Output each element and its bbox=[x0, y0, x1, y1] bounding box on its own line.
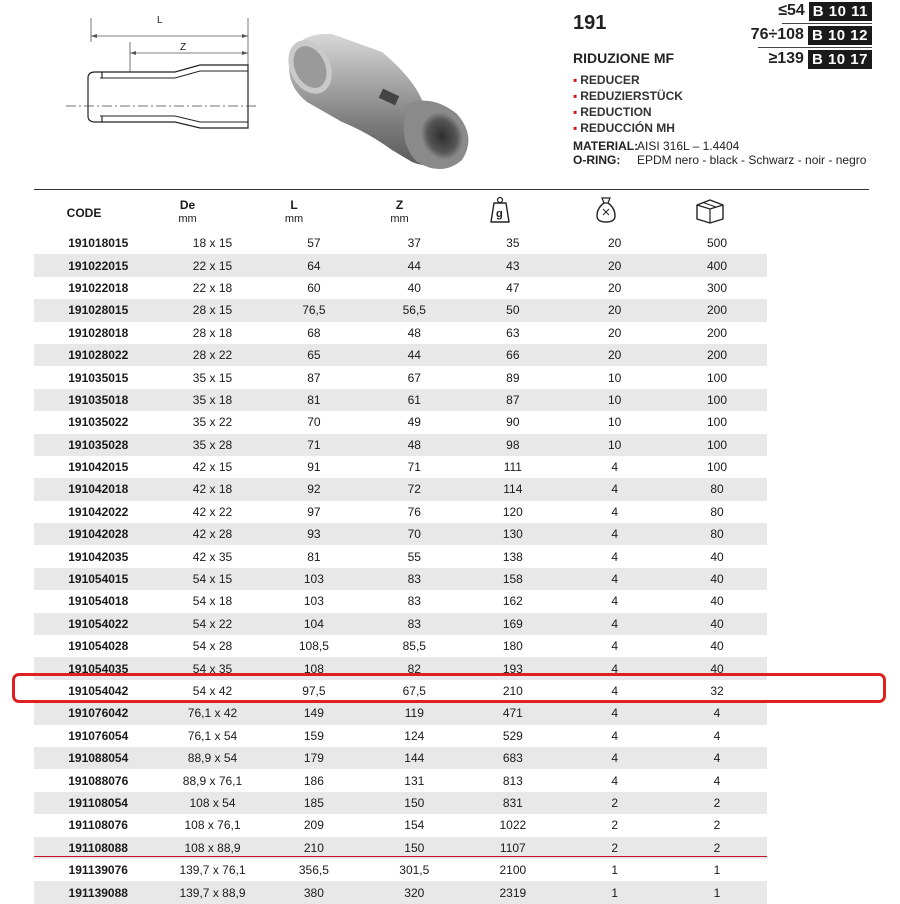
table-cell: 149 bbox=[303, 706, 324, 721]
translation-item: ▪ REDUZIERSTÜCK bbox=[573, 89, 683, 103]
table-cell: 209 bbox=[303, 818, 324, 833]
table-cell: 2 bbox=[611, 795, 619, 810]
table-cell: 47 bbox=[506, 280, 520, 295]
badge-divider bbox=[782, 23, 872, 24]
table-cell: 44 bbox=[407, 258, 421, 273]
table-cell: 103 bbox=[303, 594, 324, 609]
table-cell: 813 bbox=[502, 773, 523, 788]
table-cell: 64 bbox=[307, 258, 321, 273]
table-cell: 1 bbox=[611, 863, 619, 878]
table-row bbox=[34, 411, 767, 433]
table-cell: 162 bbox=[502, 594, 523, 609]
table-cell: 28 x 15 bbox=[192, 303, 233, 318]
table-cell: 131 bbox=[404, 773, 425, 788]
table-cell: 200 bbox=[707, 303, 728, 318]
table-cell: 42 x 22 bbox=[192, 504, 233, 519]
table-cell: 169 bbox=[502, 616, 523, 631]
table-cell: 20 bbox=[608, 348, 622, 363]
table-cell: 108 x 54 bbox=[189, 795, 236, 810]
material-spec bbox=[573, 139, 867, 154]
table-row bbox=[34, 277, 767, 299]
dimension-label-z: Z bbox=[180, 42, 187, 53]
table-cell: 191054035 bbox=[68, 661, 129, 676]
table-cell: 4 bbox=[611, 482, 619, 497]
table-cell: 4 bbox=[611, 527, 619, 542]
table-cell: 88,9 x 76,1 bbox=[182, 773, 243, 788]
table-cell: 93 bbox=[307, 527, 321, 542]
product-code: 191 bbox=[573, 12, 607, 34]
badge-row: ≥139 B 10 17 bbox=[722, 48, 872, 70]
table-cell: 67,5 bbox=[402, 684, 426, 698]
col-header-de: De mm bbox=[178, 198, 197, 225]
table-row bbox=[34, 501, 767, 523]
table-cell: 139,7 x 88,9 bbox=[179, 885, 246, 900]
product-photo bbox=[272, 22, 507, 174]
table-cell: 191054015 bbox=[68, 572, 129, 587]
table-cell: 191054022 bbox=[68, 616, 129, 631]
table-cell: 10 bbox=[608, 392, 622, 407]
col-header-l: L mm bbox=[284, 198, 304, 225]
table-row bbox=[34, 456, 767, 478]
table-cell: 2319 bbox=[499, 885, 527, 900]
table-cell: 1107 bbox=[499, 840, 526, 855]
bullet-icon: ▪ bbox=[573, 105, 578, 119]
table-cell: 4 bbox=[713, 773, 721, 788]
table-row bbox=[34, 232, 767, 254]
table-cell: 32 bbox=[710, 684, 724, 698]
table-row bbox=[34, 635, 767, 657]
table-cell: 10 bbox=[608, 370, 622, 385]
table-cell: 300 bbox=[707, 280, 728, 295]
table-cell: 191035028 bbox=[68, 437, 129, 452]
table-cell: 54 x 15 bbox=[192, 572, 233, 587]
table-cell: 320 bbox=[404, 885, 425, 900]
table-row bbox=[34, 568, 767, 590]
table-cell: 124 bbox=[404, 728, 425, 743]
table-cell: 356,5 bbox=[298, 863, 329, 878]
table-cell: 97,5 bbox=[302, 684, 326, 698]
table-row bbox=[34, 859, 767, 881]
table-cell: 81 bbox=[307, 392, 321, 407]
table-cell: 191042028 bbox=[68, 527, 129, 542]
table-cell: 400 bbox=[707, 258, 728, 273]
table-cell: 191028015 bbox=[68, 303, 129, 318]
table-cell: 500 bbox=[707, 236, 728, 251]
oring-spec bbox=[573, 153, 867, 168]
table-row bbox=[34, 725, 767, 747]
table-cell: 191108076 bbox=[68, 818, 128, 833]
table-cell: 71 bbox=[307, 437, 321, 452]
table-cell: 20 bbox=[608, 303, 622, 318]
table-cell: 70 bbox=[407, 527, 421, 542]
table-cell: 210 bbox=[303, 840, 324, 855]
table-cell: 22 x 15 bbox=[192, 258, 233, 273]
table-cell: 4 bbox=[611, 639, 619, 654]
table-cell: 831 bbox=[502, 795, 523, 810]
size-group-separator bbox=[34, 856, 767, 857]
table-cell: 150 bbox=[404, 840, 425, 855]
table-cell: 100 bbox=[707, 415, 728, 430]
table-cell: 114 bbox=[503, 482, 523, 497]
table-cell: 159 bbox=[303, 728, 324, 743]
table-cell: 154 bbox=[404, 818, 425, 833]
table-cell: 98 bbox=[506, 437, 520, 452]
table-cell: 139,7 x 76,1 bbox=[179, 863, 246, 878]
table-cell: 191054042 bbox=[68, 684, 129, 698]
table-cell: 40 bbox=[407, 280, 421, 295]
table-row bbox=[34, 344, 767, 366]
table-cell: 1 bbox=[713, 863, 721, 878]
table-cell: 191088076 bbox=[68, 773, 129, 788]
table-cell: 54 x 35 bbox=[192, 661, 233, 676]
table-cell: 191076054 bbox=[68, 728, 129, 743]
table-cell: 191042015 bbox=[68, 460, 129, 475]
table-row bbox=[34, 545, 767, 567]
table-cell: 138 bbox=[502, 549, 523, 564]
table-cell: 180 bbox=[502, 639, 523, 654]
table-cell: 57 bbox=[307, 236, 321, 251]
product-table bbox=[34, 232, 767, 904]
table-cell: 40 bbox=[710, 572, 724, 587]
table-cell: 191035015 bbox=[68, 370, 129, 385]
table-row bbox=[34, 434, 767, 456]
table-cell: 108 x 88,9 bbox=[184, 840, 241, 855]
table-cell: 108 bbox=[303, 661, 324, 676]
table-cell: 4 bbox=[713, 706, 721, 721]
translation-item: ▪ REDUCCIÓN MH bbox=[573, 121, 675, 135]
table-cell: 71 bbox=[407, 460, 421, 475]
table-cell: 83 bbox=[407, 572, 421, 587]
table-cell: 4 bbox=[611, 549, 619, 564]
table-row bbox=[34, 702, 767, 724]
table-cell: 111 bbox=[503, 460, 522, 475]
table-cell: 191042022 bbox=[68, 504, 129, 519]
technical-drawing bbox=[60, 10, 260, 140]
table-cell: 4 bbox=[611, 594, 619, 609]
table-cell: 1 bbox=[611, 885, 619, 900]
table-cell: 80 bbox=[710, 504, 724, 519]
table-cell: 56,5 bbox=[402, 303, 426, 318]
table-cell: 76,1 x 54 bbox=[187, 728, 238, 743]
table-cell: 40 bbox=[710, 661, 724, 676]
table-cell: 1022 bbox=[499, 818, 527, 833]
table-cell: 40 bbox=[710, 549, 724, 564]
table-cell: 49 bbox=[407, 415, 421, 430]
table-row bbox=[34, 523, 767, 545]
table-cell: 80 bbox=[710, 527, 724, 542]
table-cell: 97 bbox=[307, 504, 321, 519]
table-cell: 63 bbox=[506, 325, 520, 340]
table-cell: 4 bbox=[611, 751, 619, 766]
product-name: RIDUZIONE MF bbox=[573, 50, 675, 66]
table-row bbox=[34, 478, 767, 500]
table-top-rule bbox=[34, 189, 869, 190]
table-cell: 2 bbox=[611, 818, 619, 833]
table-cell: 193 bbox=[502, 661, 523, 676]
table-cell: 80 bbox=[710, 482, 724, 497]
table-cell: 40 bbox=[710, 639, 724, 654]
table-cell: 191035018 bbox=[68, 392, 129, 407]
table-cell: 42 x 18 bbox=[192, 482, 233, 497]
table-cell: 72 bbox=[407, 482, 421, 497]
table-cell: 66 bbox=[506, 348, 520, 363]
table-cell: 42 x 28 bbox=[192, 527, 233, 542]
table-cell: 28 x 22 bbox=[192, 348, 233, 363]
table-cell: 210 bbox=[502, 684, 523, 698]
table-cell: 104 bbox=[303, 616, 324, 631]
col-header-code: CODE bbox=[66, 206, 102, 220]
table-cell: 42 x 15 bbox=[192, 460, 233, 475]
table-cell: 89 bbox=[506, 370, 520, 385]
table-cell: 4 bbox=[611, 504, 619, 519]
badge-row: ≤54 B 10 11 bbox=[722, 0, 872, 22]
col-header-z: Z mm bbox=[390, 198, 409, 225]
table-cell: 100 bbox=[707, 392, 728, 407]
table-cell: 2 bbox=[713, 840, 721, 855]
oring-label: O-RING: bbox=[573, 153, 621, 167]
code-badges bbox=[722, 0, 872, 72]
table-cell: 144 bbox=[404, 751, 425, 766]
table-cell: 4 bbox=[611, 773, 619, 788]
table-cell: 191022018 bbox=[68, 280, 129, 295]
table-cell: 55 bbox=[407, 549, 421, 564]
table-cell: 186 bbox=[303, 773, 324, 788]
table-cell: 380 bbox=[303, 885, 324, 900]
material-value: AISI 316L – 1.4404 bbox=[637, 139, 740, 153]
table-cell: 50 bbox=[506, 303, 520, 318]
box-icon bbox=[694, 196, 726, 224]
table-cell: 4 bbox=[611, 706, 619, 721]
table-row bbox=[34, 881, 767, 903]
table-cell: 471 bbox=[502, 706, 523, 721]
material-label: MATERIAL: bbox=[573, 139, 639, 153]
table-cell: 85,5 bbox=[402, 639, 426, 654]
table-cell: 20 bbox=[608, 236, 622, 251]
table-cell: 67 bbox=[407, 370, 421, 385]
table-row bbox=[34, 389, 767, 411]
table-cell: 35 bbox=[506, 236, 520, 251]
table-cell: 2 bbox=[713, 818, 721, 833]
table-cell: 90 bbox=[506, 415, 520, 430]
table-cell: 4 bbox=[611, 661, 619, 676]
table-cell: 88,9 x 54 bbox=[187, 751, 238, 766]
badge-row: 76÷108 B 10 12 bbox=[722, 24, 872, 46]
table-cell: 191054018 bbox=[68, 594, 129, 609]
table-cell: 191139076 bbox=[68, 863, 128, 878]
table-cell: 48 bbox=[407, 437, 421, 452]
weight-unit-label: g bbox=[496, 208, 503, 220]
table-cell: 301,5 bbox=[399, 863, 430, 878]
table-cell: 40 bbox=[710, 594, 724, 609]
translation-item: ▪ REDUCER bbox=[573, 73, 640, 87]
table-cell: 191088054 bbox=[68, 751, 129, 766]
table-cell: 54 x 42 bbox=[192, 684, 233, 698]
table-cell: 35 x 15 bbox=[192, 370, 233, 385]
table-cell: 683 bbox=[502, 751, 523, 766]
table-cell: 529 bbox=[502, 728, 523, 743]
table-row bbox=[34, 299, 767, 321]
table-cell: 4 bbox=[611, 684, 619, 698]
table-cell: 150 bbox=[404, 795, 425, 810]
table-cell: 191108088 bbox=[68, 840, 128, 855]
table-cell: 48 bbox=[407, 325, 421, 340]
table-cell: 54 x 28 bbox=[192, 639, 233, 654]
table-row bbox=[34, 322, 767, 344]
translations-list bbox=[573, 72, 683, 136]
table-cell: 1 bbox=[713, 885, 721, 900]
table-cell: 191042018 bbox=[68, 482, 129, 497]
table-cell: 2 bbox=[611, 840, 619, 855]
table-row bbox=[34, 769, 767, 791]
table-cell: 191108054 bbox=[68, 795, 128, 810]
table-cell: 76,5 bbox=[302, 303, 326, 318]
table-cell: 191018015 bbox=[68, 236, 129, 251]
table-cell: 20 bbox=[608, 258, 622, 273]
table-cell: 191139088 bbox=[68, 885, 128, 900]
table-cell: 4 bbox=[611, 572, 619, 587]
table-cell: 82 bbox=[407, 661, 421, 676]
table-cell: 2 bbox=[713, 795, 721, 810]
table-cell: 28 x 18 bbox=[192, 325, 233, 340]
bullet-icon: ▪ bbox=[573, 89, 578, 103]
badge-divider bbox=[758, 47, 872, 48]
table-row bbox=[34, 366, 767, 388]
table-cell: 35 x 22 bbox=[192, 415, 233, 430]
table-cell: 108 x 76,1 bbox=[184, 818, 241, 833]
bullet-icon: ▪ bbox=[573, 73, 578, 87]
table-cell: 191022015 bbox=[68, 258, 129, 273]
table-row bbox=[34, 814, 767, 836]
table-cell: 191028022 bbox=[68, 348, 129, 363]
table-cell: 61 bbox=[407, 392, 421, 407]
table-cell: 44 bbox=[407, 348, 421, 363]
table-cell: 54 x 22 bbox=[192, 616, 233, 631]
table-cell: 191028018 bbox=[68, 325, 129, 340]
table-cell: 10 bbox=[608, 415, 622, 430]
table-cell: 81 bbox=[307, 549, 321, 564]
table-cell: 76 bbox=[407, 504, 421, 519]
table-cell: 179 bbox=[303, 751, 324, 766]
bullet-icon: ▪ bbox=[573, 121, 578, 135]
table-cell: 130 bbox=[502, 527, 523, 542]
table-cell: 200 bbox=[707, 325, 728, 340]
table-cell: 103 bbox=[303, 572, 324, 587]
table-cell: 40 bbox=[710, 616, 724, 631]
table-cell: 76,1 x 42 bbox=[187, 706, 238, 721]
table-cell: 83 bbox=[407, 616, 421, 631]
table-cell: 200 bbox=[707, 348, 728, 363]
table-cell: 22 x 18 bbox=[192, 280, 233, 295]
oring-value: EPDM nero - black - Schwarz - noir - negro bbox=[637, 153, 867, 167]
table-cell: 18 x 15 bbox=[192, 236, 233, 251]
table-cell: 37 bbox=[407, 236, 421, 251]
table-row bbox=[34, 613, 767, 635]
table-cell: 120 bbox=[502, 504, 523, 519]
table-cell: 20 bbox=[608, 280, 622, 295]
table-cell: 83 bbox=[407, 594, 421, 609]
table-cell: 4 bbox=[713, 751, 721, 766]
table-cell: 2100 bbox=[499, 863, 527, 878]
table-cell: 4 bbox=[611, 460, 619, 475]
table-cell: 43 bbox=[506, 258, 520, 273]
table-cell: 191042035 bbox=[68, 549, 129, 564]
table-row bbox=[34, 792, 767, 814]
table-cell: 119 bbox=[404, 706, 424, 721]
table-cell: 100 bbox=[707, 460, 728, 475]
table-cell: 87 bbox=[506, 392, 520, 407]
table-cell: 100 bbox=[707, 437, 728, 452]
table-cell: 35 x 28 bbox=[192, 437, 233, 452]
table-row bbox=[34, 590, 767, 612]
table-cell: 54 x 18 bbox=[192, 594, 233, 609]
table-cell: 92 bbox=[307, 482, 321, 497]
table-cell: 70 bbox=[307, 415, 321, 430]
table-cell: 191054028 bbox=[68, 639, 129, 654]
table-cell: 185 bbox=[303, 795, 324, 810]
table-cell: 87 bbox=[307, 370, 321, 385]
highlighted-row-frame bbox=[12, 673, 886, 703]
table-row bbox=[34, 747, 767, 769]
table-cell: 191076042 bbox=[68, 706, 129, 721]
bag-icon bbox=[594, 196, 618, 224]
table-cell: 10 bbox=[608, 437, 622, 452]
table-cell: 91 bbox=[307, 460, 321, 475]
table-cell: 60 bbox=[307, 280, 321, 295]
translation-item: ▪ REDUCTION bbox=[573, 105, 652, 119]
table-cell: 108,5 bbox=[298, 639, 329, 654]
table-cell: 65 bbox=[307, 348, 321, 363]
table-cell: 191035022 bbox=[68, 415, 129, 430]
table-cell: 20 bbox=[608, 325, 622, 340]
table-cell: 4 bbox=[611, 616, 619, 631]
table-cell: 100 bbox=[707, 370, 728, 385]
dimension-label-l: L bbox=[157, 15, 163, 26]
table-cell: 4 bbox=[713, 728, 721, 743]
table-row bbox=[34, 254, 767, 276]
table-cell: 158 bbox=[502, 572, 523, 587]
table-cell: 35 x 18 bbox=[192, 392, 233, 407]
table-cell: 42 x 35 bbox=[192, 549, 233, 564]
table-cell: 4 bbox=[611, 728, 619, 743]
table-cell: 68 bbox=[307, 325, 321, 340]
